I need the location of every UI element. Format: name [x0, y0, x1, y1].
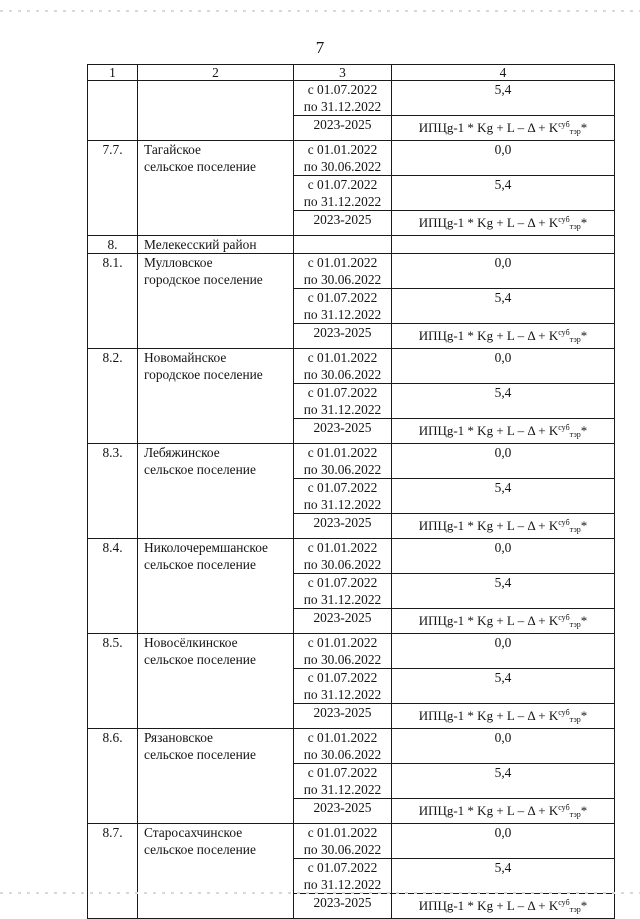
value-cell: 5,4: [392, 176, 615, 211]
formula-main: ИПЦg-1 * Kg + L – Δ + K: [418, 898, 559, 913]
scan-artifact-bottom: [0, 892, 640, 894]
period-line: 2023-2025: [313, 420, 372, 435]
table-row: [88, 539, 615, 574]
period-line: по 30.06.2022: [303, 462, 382, 477]
period-cell: [294, 254, 392, 289]
tariff-formula: [419, 803, 588, 818]
period-cell: [294, 479, 392, 514]
tariff-formula: [419, 898, 588, 913]
formula-cell: [392, 704, 615, 729]
value-cell: 5,4: [392, 859, 615, 894]
period-line: с 01.01.2022: [307, 540, 378, 555]
header-col-2: 2: [138, 65, 294, 81]
period-line: по 31.12.2022: [303, 194, 382, 209]
period-line: по 30.06.2022: [303, 652, 382, 667]
empty-cell: [294, 236, 392, 254]
formula-cell: [392, 211, 615, 236]
period-line: 2023-2025: [313, 325, 372, 340]
value-cell: 0,0: [392, 349, 615, 384]
settlement-name-line: Новосёлкинское: [144, 635, 238, 650]
row-number: 8.7.: [88, 824, 138, 919]
table-row: [88, 81, 615, 116]
period-line: с 01.07.2022: [307, 860, 378, 875]
settlement-name-line: сельское поселение: [144, 557, 256, 572]
formula-sub: тэр: [569, 335, 581, 344]
period-line: с 01.07.2022: [307, 575, 378, 590]
period-cell: [294, 609, 392, 634]
value-cell: 0,0: [392, 444, 615, 479]
settlement-name-line: Старосахчинское: [144, 825, 243, 840]
period-line: 2023-2025: [313, 117, 372, 132]
empty-cell: [392, 236, 615, 254]
formula-sup: суб: [558, 613, 570, 622]
period-cell: [294, 669, 392, 704]
tariff-table: [87, 64, 615, 919]
period-cell: [294, 574, 392, 609]
formula-sup: суб: [558, 215, 570, 224]
formula-tail: *: [580, 518, 588, 533]
settlement-name: [138, 141, 294, 236]
row-number: 8.5.: [88, 634, 138, 729]
header-col-1: 1: [88, 65, 138, 81]
formula-cell: [392, 324, 615, 349]
formula-sub: тэр: [569, 905, 581, 914]
period-line: по 31.12.2022: [303, 497, 382, 512]
period-cell: [294, 324, 392, 349]
settlement-name-line: городское поселение: [144, 367, 263, 382]
period-line: по 30.06.2022: [303, 747, 382, 762]
table-row: [88, 634, 615, 669]
row-number: [88, 81, 138, 141]
period-line: по 30.06.2022: [303, 272, 382, 287]
period-line: с 01.01.2022: [307, 142, 378, 157]
period-cell: [294, 384, 392, 419]
period-cell: [294, 81, 392, 116]
period-line: по 31.12.2022: [303, 877, 382, 892]
tariff-formula: [419, 120, 588, 135]
formula-tail: *: [580, 328, 588, 343]
settlement-name-line: Тагайское: [144, 142, 201, 157]
settlement-name-line: Рязановское: [144, 730, 214, 745]
period-line: с 01.01.2022: [307, 445, 378, 460]
page-number: 7: [315, 38, 325, 57]
table-row: [88, 824, 615, 859]
value-cell: 0,0: [392, 729, 615, 764]
value-cell: 5,4: [392, 384, 615, 419]
formula-sup: суб: [558, 803, 570, 812]
settlement-name: [138, 539, 294, 634]
section-name: Мелекесский район: [138, 236, 294, 254]
period-cell: [294, 419, 392, 444]
formula-tail: *: [580, 613, 588, 628]
period-cell: [294, 141, 392, 176]
formula-main: ИПЦg-1 * Kg + L – Δ + K: [418, 518, 559, 533]
formula-cell: [392, 514, 615, 539]
period-line: с 01.07.2022: [307, 177, 378, 192]
table-body: [88, 81, 615, 919]
period-line: по 31.12.2022: [303, 99, 382, 114]
table-row: [88, 349, 615, 384]
formula-main: ИПЦg-1 * Kg + L – Δ + K: [418, 613, 559, 628]
period-line: с 01.07.2022: [307, 670, 378, 685]
period-cell: [294, 894, 392, 919]
period-cell: [294, 539, 392, 574]
settlement-name-line: Николочеремшанское: [144, 540, 268, 555]
header-col-3: 3: [294, 65, 392, 81]
period-cell: [294, 634, 392, 669]
formula-sup: суб: [558, 708, 570, 717]
row-number: 8.6.: [88, 729, 138, 824]
period-line: по 30.06.2022: [303, 557, 382, 572]
period-line: с 01.01.2022: [307, 350, 378, 365]
period-line: 2023-2025: [313, 800, 372, 815]
value-cell: 5,4: [392, 479, 615, 514]
formula-main: ИПЦg-1 * Kg + L – Δ + K: [418, 328, 559, 343]
formula-tail: *: [580, 423, 588, 438]
formula-main: ИПЦg-1 * Kg + L – Δ + K: [418, 708, 559, 723]
value-cell: 0,0: [392, 539, 615, 574]
formula-sub: тэр: [569, 222, 581, 231]
settlement-name-line: сельское поселение: [144, 747, 256, 762]
formula-cell: [392, 609, 615, 634]
formula-cell: [392, 116, 615, 141]
period-cell: [294, 289, 392, 324]
period-line: по 30.06.2022: [303, 159, 382, 174]
period-line: 2023-2025: [313, 515, 372, 530]
settlement-name-line: сельское поселение: [144, 159, 256, 174]
period-line: с 01.07.2022: [307, 765, 378, 780]
formula-cell: [392, 419, 615, 444]
period-line: по 31.12.2022: [303, 307, 382, 322]
tariff-formula: [419, 328, 588, 343]
formula-tail: *: [580, 120, 588, 135]
value-cell: 0,0: [392, 254, 615, 289]
formula-sub: тэр: [569, 715, 581, 724]
value-cell: 5,4: [392, 764, 615, 799]
period-cell: [294, 514, 392, 539]
formula-main: ИПЦg-1 * Kg + L – Δ + K: [418, 803, 559, 818]
period-cell: [294, 799, 392, 824]
period-line: с 01.07.2022: [307, 82, 378, 97]
formula-cell: [392, 894, 615, 919]
tariff-formula: [419, 708, 588, 723]
tariff-formula: [419, 215, 588, 230]
row-number: 8.1.: [88, 254, 138, 349]
row-number: 8.4.: [88, 539, 138, 634]
period-line: с 01.01.2022: [307, 635, 378, 650]
value-cell: 5,4: [392, 81, 615, 116]
settlement-name: [138, 824, 294, 919]
period-line: с 01.01.2022: [307, 255, 378, 270]
settlement-name-line: сельское поселение: [144, 652, 256, 667]
period-cell: [294, 729, 392, 764]
period-cell: [294, 444, 392, 479]
formula-sub: тэр: [569, 620, 581, 629]
value-cell: 0,0: [392, 141, 615, 176]
period-line: 2023-2025: [313, 705, 372, 720]
settlement-name-line: сельское поселение: [144, 462, 256, 477]
tariff-formula: [419, 613, 588, 628]
formula-sup: суб: [558, 898, 570, 907]
row-number: 7.7.: [88, 141, 138, 236]
formula-tail: *: [580, 898, 588, 913]
formula-sub: тэр: [569, 127, 581, 136]
period-cell: [294, 859, 392, 894]
settlement-name: [138, 81, 294, 141]
period-cell: [294, 704, 392, 729]
period-line: с 01.07.2022: [307, 290, 378, 305]
formula-sup: суб: [558, 423, 570, 432]
settlement-name: [138, 349, 294, 444]
settlement-name-line: сельское поселение: [144, 842, 256, 857]
period-line: по 31.12.2022: [303, 782, 382, 797]
tariff-formula: [419, 423, 588, 438]
period-cell: [294, 176, 392, 211]
row-number: 8.: [88, 236, 138, 254]
value-cell: 0,0: [392, 634, 615, 669]
period-line: 2023-2025: [313, 212, 372, 227]
period-line: 2023-2025: [313, 895, 372, 910]
period-line: с 01.01.2022: [307, 825, 378, 840]
value-cell: 5,4: [392, 289, 615, 324]
period-cell: [294, 349, 392, 384]
formula-tail: *: [580, 708, 588, 723]
row-number: 8.2.: [88, 349, 138, 444]
period-line: с 01.07.2022: [307, 480, 378, 495]
period-line: по 30.06.2022: [303, 367, 382, 382]
formula-tail: *: [580, 803, 588, 818]
value-cell: 0,0: [392, 824, 615, 859]
formula-sup: суб: [558, 120, 570, 129]
period-line: с 01.07.2022: [307, 385, 378, 400]
period-cell: [294, 116, 392, 141]
period-line: 2023-2025: [313, 610, 372, 625]
header-row: [88, 65, 615, 81]
settlement-name-line: Лебяжинское: [144, 445, 220, 460]
settlement-name: [138, 634, 294, 729]
value-cell: 5,4: [392, 669, 615, 704]
settlement-name-line: Новомайнское: [144, 350, 227, 365]
settlement-name: [138, 729, 294, 824]
value-cell: 5,4: [392, 574, 615, 609]
formula-sup: суб: [558, 328, 570, 337]
period-line: по 31.12.2022: [303, 592, 382, 607]
formula-main: ИПЦg-1 * Kg + L – Δ + K: [418, 120, 559, 135]
settlement-name: [138, 254, 294, 349]
period-cell: [294, 211, 392, 236]
table-row: [88, 254, 615, 289]
settlement-name-line: Мулловское: [144, 255, 213, 270]
row-number: 8.3.: [88, 444, 138, 539]
table-row: [88, 444, 615, 479]
formula-sup: суб: [558, 518, 570, 527]
period-line: по 30.06.2022: [303, 842, 382, 857]
formula-sub: тэр: [569, 810, 581, 819]
formula-tail: *: [580, 215, 588, 230]
settlement-name-line: городское поселение: [144, 272, 263, 287]
period-cell: [294, 764, 392, 799]
tariff-formula: [419, 518, 588, 533]
formula-sub: тэр: [569, 430, 581, 439]
formula-sub: тэр: [569, 525, 581, 534]
period-cell: [294, 824, 392, 859]
settlement-name: [138, 444, 294, 539]
table-row: [88, 729, 615, 764]
formula-cell: [392, 799, 615, 824]
formula-main: ИПЦg-1 * Kg + L – Δ + K: [418, 215, 559, 230]
period-line: с 01.01.2022: [307, 730, 378, 745]
period-line: по 31.12.2022: [303, 687, 382, 702]
formula-main: ИПЦg-1 * Kg + L – Δ + K: [418, 423, 559, 438]
section-row: [88, 236, 615, 254]
table-row: [88, 141, 615, 176]
period-line: по 31.12.2022: [303, 402, 382, 417]
scan-artifact-top: [0, 10, 640, 12]
header-col-4: 4: [392, 65, 615, 81]
